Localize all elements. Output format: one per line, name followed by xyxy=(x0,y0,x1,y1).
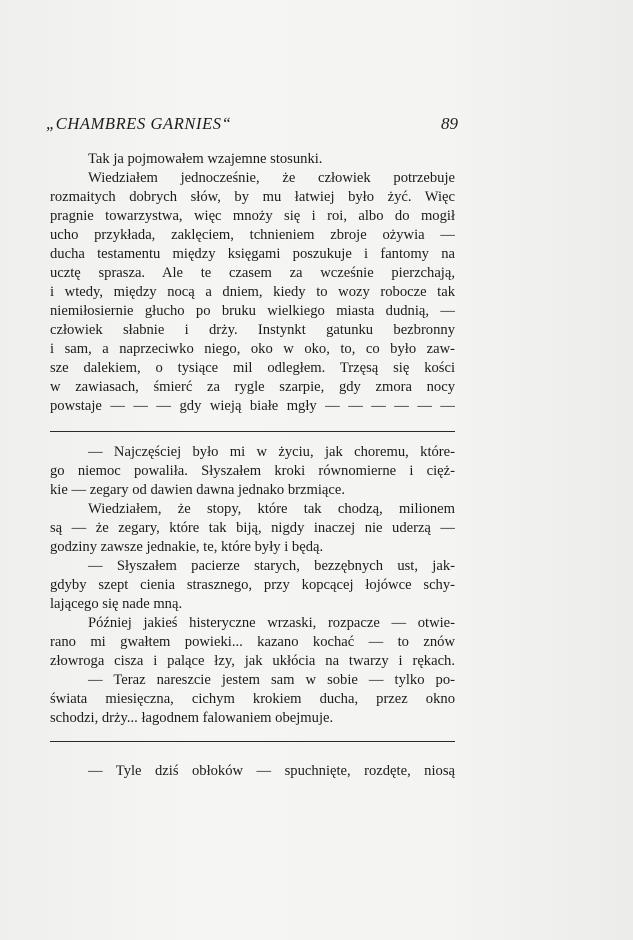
text-line: Wiedziałem jednocześnie, że człowiek potrzebuje xyxy=(88,170,455,186)
text-line: Później jakieś histeryczne wrzaski, rozpacze — otwie- xyxy=(88,615,455,631)
text-line: ucho przykłada, zaklęciem, tchnieniem zbroje ożywia — xyxy=(50,227,455,243)
text-line: ucztę sprasza. Ale te czasem za wcześnie pierzchają, xyxy=(50,265,455,281)
page-header xyxy=(46,114,458,140)
text-line: powstaje — — — gdy wieją białe mgły — — — — — — xyxy=(50,398,455,414)
text-line: kie — zegary od dawien dawna jednako brzmiące. xyxy=(50,482,345,498)
text-line: w zawiasach, śmierć za rygle szarpie, gdy zmora nocy xyxy=(50,379,455,395)
text-line: lającego się nade mną. xyxy=(50,596,183,612)
text-line: — Tyle dziś obłoków — spuchnięte, rozdęte, niosą xyxy=(88,763,455,779)
text-line: go niemoc powaliła. Słyszałem kroki równomierne i cięż- xyxy=(50,463,455,479)
text-line: — Najczęściej było mi w życiu, jak choremu, które- xyxy=(88,444,455,460)
text-line: schodzi, drży... łagodnem falowaniem obejmuje. xyxy=(50,710,334,726)
text-line: godziny zawsze jednakie, te, które były i będą. xyxy=(50,539,324,555)
section-divider xyxy=(50,431,455,432)
text-line: i sam, a naprzeciwko niego, oko w oko, to, co było zaw- xyxy=(50,341,455,357)
text-line: są — że zegary, które tak biją, nigdy inaczej nie uderzą — xyxy=(50,520,455,536)
text-line: niemiłosiernie głucho po bruku wielkiego miasta dudnią, — xyxy=(50,303,455,319)
text-line: — Słyszałem pacierze starych, bezzębnych ust, jak- xyxy=(88,558,455,574)
text-line: świata miesięczna, cichym krokiem ducha, przez okno xyxy=(50,691,455,707)
text-line: pragnie towarzystwa, więc mnoży się i roi, albo do mogił xyxy=(50,208,455,224)
text-line: — Teraz nareszcie jestem sam w sobie — tylko po- xyxy=(88,672,455,688)
text-line: i wtedy, między nocą a dniem, kiedy to wozy robocze tak xyxy=(50,284,455,300)
paragraph-block-1 xyxy=(50,150,455,416)
text-line: rano mi gwałtem powieki... kazano kochać — to znów xyxy=(50,634,455,650)
text-line: człowiek słabnie i drży. Instynkt gatunku bezbronny xyxy=(50,322,455,338)
page-number: 89 xyxy=(441,114,458,133)
running-title: „CHAMBRES GARNIES“ xyxy=(46,114,232,133)
text-line: ducha testamentu między księgami poszukuje i fantomy na xyxy=(50,246,455,262)
text-line: gdyby szept cienia strasznego, przy kopcącej łojówce schy- xyxy=(50,577,455,593)
text-line: złowroga cisza i palące łzy, jak ukłócia na twarzy i rękach. xyxy=(50,653,455,669)
paragraph-block-2 xyxy=(50,443,455,728)
text-line: Wiedziałem, że stopy, które tak chodzą, milionem xyxy=(88,501,455,517)
text-line: Tak ja pojmowałem wzajemne stosunki. xyxy=(88,151,323,167)
text-line: sze dalekiem, o tysiące mil odległem. Trzęsą się kości xyxy=(50,360,455,376)
section-divider xyxy=(50,741,455,742)
paragraph-block-3 xyxy=(50,762,455,781)
text-line: rozmaitych dobrych słów, by mu łatwiej było żyć. Więc xyxy=(50,189,455,205)
